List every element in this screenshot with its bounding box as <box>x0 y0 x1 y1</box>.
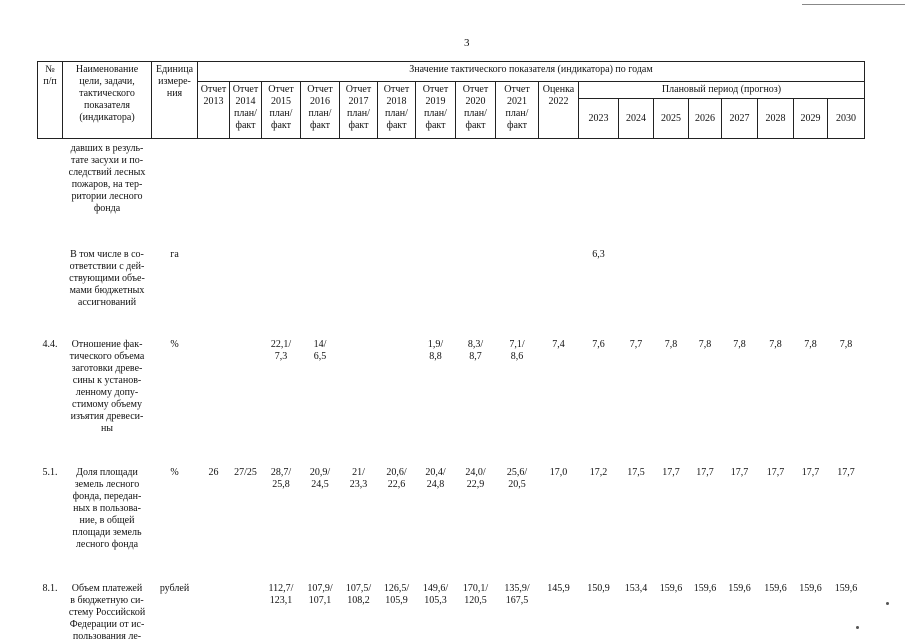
value-cell <box>340 229 378 309</box>
value-cell <box>794 139 828 216</box>
value-cell: 7,8 <box>828 323 865 435</box>
value-cell: 25,6/ 20,5 <box>496 449 539 551</box>
value-cell: 17,7 <box>794 449 828 551</box>
header-plan-year: 2026 <box>689 99 722 139</box>
header-plan-year: 2023 <box>579 99 619 139</box>
value-cell: 17,2 <box>579 449 619 551</box>
value-cell <box>456 229 496 309</box>
header-plan-year: 2027 <box>722 99 758 139</box>
value-cell <box>689 229 722 309</box>
table-row <box>38 229 865 309</box>
value-cell: 22,1/ 7,3 <box>262 323 301 435</box>
value-cell <box>378 323 416 435</box>
value-cell: 17,7 <box>689 449 722 551</box>
value-cell: 17,7 <box>722 449 758 551</box>
value-cell: 107,5/ 108,2 <box>340 565 378 643</box>
value-cell: 153,4 <box>619 565 654 643</box>
value-cell <box>301 229 340 309</box>
value-cell: 159,6 <box>722 565 758 643</box>
table-row <box>38 449 865 551</box>
value-cell: 7,8 <box>654 323 689 435</box>
header-plan-year: 2025 <box>654 99 689 139</box>
scan-speck <box>856 626 859 629</box>
value-cell <box>416 139 456 216</box>
value-cell <box>654 229 689 309</box>
value-cell <box>456 139 496 216</box>
header-year-col: Отчет 2017 план/ факт <box>340 82 378 139</box>
header-plan-year: 2029 <box>794 99 828 139</box>
value-cell: 17,7 <box>654 449 689 551</box>
row-unit: % <box>152 449 198 551</box>
value-cell: 159,6 <box>654 565 689 643</box>
value-cell: 7,1/ 8,6 <box>496 323 539 435</box>
row-gap <box>38 551 865 565</box>
header-group: Значение тактического показателя (индикатора) по годам <box>198 62 865 82</box>
value-cell: 17,0 <box>539 449 579 551</box>
value-cell: 6,3 <box>579 229 619 309</box>
header-plan-year: 2024 <box>619 99 654 139</box>
value-cell: 149,6/ 105,3 <box>416 565 456 643</box>
value-cell: 170,1/ 120,5 <box>456 565 496 643</box>
scan-speck <box>886 602 889 605</box>
value-cell <box>828 229 865 309</box>
value-cell <box>619 139 654 216</box>
value-cell: 7,7 <box>619 323 654 435</box>
table-body <box>38 139 865 643</box>
row-number: 4.4. <box>38 323 63 435</box>
table-row <box>38 565 865 643</box>
value-cell: 28,7/ 25,8 <box>262 449 301 551</box>
header-year-col: Отчет 2016 план/ факт <box>301 82 340 139</box>
header-plan-group: Плановый период (прогноз) <box>579 82 865 99</box>
value-cell: 159,6 <box>794 565 828 643</box>
value-cell: 26 <box>198 449 230 551</box>
header-year-col: Отчет 2018 план/ факт <box>378 82 416 139</box>
value-cell <box>794 229 828 309</box>
value-cell <box>539 229 579 309</box>
top-rule <box>802 4 905 5</box>
value-cell: 20,6/ 22,6 <box>378 449 416 551</box>
value-cell <box>416 229 456 309</box>
row-unit: рублей <box>152 565 198 643</box>
value-cell: 8,3/ 8,7 <box>456 323 496 435</box>
value-cell: 7,8 <box>758 323 794 435</box>
value-cell: 7,8 <box>689 323 722 435</box>
value-cell <box>722 229 758 309</box>
value-cell <box>230 139 262 216</box>
value-cell: 159,6 <box>689 565 722 643</box>
value-cell <box>262 139 301 216</box>
value-cell <box>496 229 539 309</box>
row-name: Объем платежей в бюджетную си- стему Российской Федерации от ис- пользования ле- <box>63 565 152 643</box>
value-cell: 17,5 <box>619 449 654 551</box>
value-cell <box>198 323 230 435</box>
value-cell: 135,9/ 167,5 <box>496 565 539 643</box>
value-cell <box>230 565 262 643</box>
row-number <box>38 229 63 309</box>
row-unit: га <box>152 229 198 309</box>
value-cell <box>198 565 230 643</box>
value-cell: 1,9/ 8,8 <box>416 323 456 435</box>
value-cell: 7,8 <box>794 323 828 435</box>
value-cell: 7,4 <box>539 323 579 435</box>
value-cell <box>539 139 579 216</box>
value-cell <box>340 323 378 435</box>
value-cell <box>198 229 230 309</box>
value-cell <box>654 139 689 216</box>
value-cell <box>828 139 865 216</box>
row-number <box>38 139 63 216</box>
value-cell: 21/ 23,3 <box>340 449 378 551</box>
value-cell <box>579 139 619 216</box>
value-cell <box>262 229 301 309</box>
header-name: Наименование цели, задачи, тактического показателя (индикатора) <box>63 62 152 139</box>
value-cell <box>230 323 262 435</box>
value-cell: 20,4/ 24,8 <box>416 449 456 551</box>
value-cell: 7,6 <box>579 323 619 435</box>
value-cell: 150,9 <box>579 565 619 643</box>
header-year-col: Отчет 2021 план/ факт <box>496 82 539 139</box>
value-cell <box>689 139 722 216</box>
row-unit <box>152 139 198 216</box>
row-number: 5.1. <box>38 449 63 551</box>
value-cell: 14/ 6,5 <box>301 323 340 435</box>
value-cell <box>496 139 539 216</box>
value-cell: 145,9 <box>539 565 579 643</box>
value-cell <box>301 139 340 216</box>
row-gap <box>38 435 865 449</box>
value-cell <box>378 139 416 216</box>
row-unit: % <box>152 323 198 435</box>
page-number: 3 <box>464 37 470 49</box>
header-year-col: Отчет 2015 план/ факт <box>262 82 301 139</box>
value-cell <box>340 139 378 216</box>
header-year-col: Отчет 2014 план/ факт <box>230 82 262 139</box>
header-year-col: Отчет 2020 план/ факт <box>456 82 496 139</box>
row-number: 8.1. <box>38 565 63 643</box>
row-gap <box>38 309 865 323</box>
header-plan-year: 2030 <box>828 99 865 139</box>
value-cell <box>378 229 416 309</box>
value-cell: 126,5/ 105,9 <box>378 565 416 643</box>
value-cell: 107,9/ 107,1 <box>301 565 340 643</box>
row-gap <box>38 215 865 229</box>
header-plan-year: 2028 <box>758 99 794 139</box>
value-cell: 112,7/ 123,1 <box>262 565 301 643</box>
value-cell: 7,8 <box>722 323 758 435</box>
indicator-table <box>37 61 865 643</box>
header-year-col: Отчет 2013 <box>198 82 230 139</box>
header-year-col: Оценка 2022 <box>539 82 579 139</box>
value-cell <box>758 229 794 309</box>
value-cell: 27/25 <box>230 449 262 551</box>
value-cell <box>722 139 758 216</box>
value-cell <box>619 229 654 309</box>
value-cell <box>230 229 262 309</box>
value-cell: 159,6 <box>758 565 794 643</box>
header-num: № п/п <box>38 62 63 139</box>
value-cell: 159,6 <box>828 565 865 643</box>
value-cell <box>758 139 794 216</box>
row-name: Отношение фак- тического объема заготовки древе- сины к установ- ленному допу- стимому объему изъятия древеси- ны <box>63 323 152 435</box>
value-cell: 17,7 <box>758 449 794 551</box>
value-cell: 24,0/ 22,9 <box>456 449 496 551</box>
header-year-col: Отчет 2019 план/ факт <box>416 82 456 139</box>
row-name: В том числе в со- ответствии с дей- ствующими объе- мами бюджетных ассигнований <box>63 229 152 309</box>
row-name: давших в резуль- тате засухи и по- следствий лесных пожаров, на тер- ритории лесного фонда <box>63 139 152 216</box>
value-cell <box>198 139 230 216</box>
table-row <box>38 139 865 216</box>
header-unit: Единица измере- ния <box>152 62 198 139</box>
value-cell: 17,7 <box>828 449 865 551</box>
row-name: Доля площади земель лесного фонда, передан- ных в пользова- ние, в общей площади земель лесного фонда <box>63 449 152 551</box>
table-row <box>38 323 865 435</box>
value-cell: 20,9/ 24,5 <box>301 449 340 551</box>
